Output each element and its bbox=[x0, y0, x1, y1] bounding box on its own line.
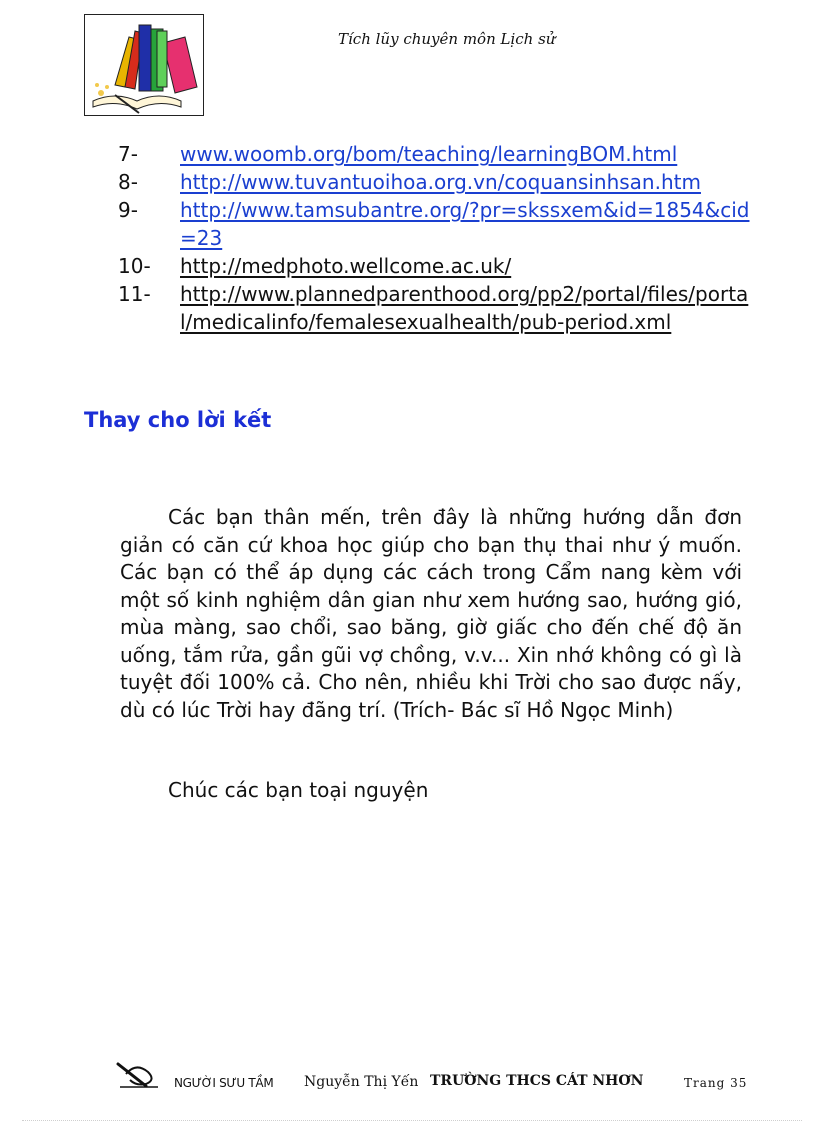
reference-link[interactable]: http://www.tamsubantre.org/?pr=skssxem&id=1854&cid=23 bbox=[180, 198, 750, 250]
closing-paragraph: Các bạn thân mến, trên đây là những hướng dẫn đơn giản có căn cứ khoa học giúp cho bạn thụ thai như ý muốn. Các bạn có thể áp dụng các cách trong Cẩm nang kèm với một số kinh nghiệm dân gian như xem hướng sao, hướng gió, mùa màng, sao chổi, sao băng, giờ giấc cho đến chế độ ăn uống, tắm rửa, gần gũi vợ chồng, v.v... Xin nhớ không có gì là tuyệt đối 100% cả. Cho nên, nhiều khi Trời cho sao được nấy, dù có lúc Trời hay đãng trí. (Trích- Bác sĩ Hồ Ngọc Minh) bbox=[120, 505, 742, 722]
reference-number: 7- bbox=[118, 142, 138, 166]
reference-number: 10- bbox=[118, 254, 151, 278]
footer-divider bbox=[22, 1120, 802, 1121]
reference-item bbox=[118, 168, 758, 196]
reference-link[interactable]: www.woomb.org/bom/teaching/learningBOM.html bbox=[180, 142, 678, 166]
header-title: Tích lũy chuyên môn Lịch sử bbox=[338, 30, 556, 48]
books-logo bbox=[84, 14, 204, 116]
reference-link[interactable]: http://www.plannedparenthood.org/pp2/portal/files/portal/medicalinfo/femalesexualhealth/pub-period.xml bbox=[180, 282, 749, 334]
footer-author: Nguyễn Thị Yến bbox=[304, 1074, 419, 1090]
reference-item bbox=[118, 140, 758, 168]
reference-item bbox=[118, 252, 758, 280]
quill-pen-icon bbox=[116, 1060, 160, 1090]
reference-list bbox=[118, 140, 758, 336]
reference-number: 9- bbox=[118, 198, 138, 222]
section-heading: Thay cho lời kết bbox=[84, 408, 272, 432]
closing-wish: Chúc các bạn toại nguyện bbox=[168, 778, 429, 802]
page-number: Trang 35 bbox=[684, 1076, 748, 1090]
reference-link[interactable]: http://medphoto.wellcome.ac.uk/ bbox=[180, 254, 512, 278]
books-logo-icon bbox=[85, 15, 204, 116]
reference-link[interactable]: http://www.tuvantuoihoa.org.vn/coquansinhsan.htm bbox=[180, 170, 701, 194]
reference-item bbox=[118, 280, 758, 336]
footer-collector: NGƯỜI SƯU TẦM bbox=[174, 1076, 274, 1090]
page-footer bbox=[0, 1060, 816, 1100]
footer-school: TRƯỜNG THCS CÁT NHƠN bbox=[430, 1073, 644, 1089]
reference-number: 11- bbox=[118, 282, 151, 306]
reference-number: 8- bbox=[118, 170, 138, 194]
reference-item bbox=[118, 196, 758, 252]
